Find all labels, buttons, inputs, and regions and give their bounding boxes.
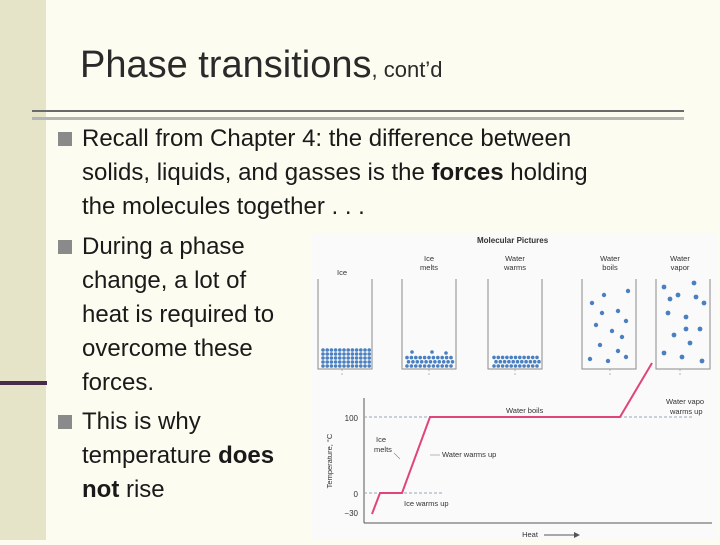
- molecule-dot: [694, 295, 699, 300]
- molecule-dot: [535, 356, 539, 360]
- molecule-dot: [420, 360, 424, 364]
- molecule-dot: [338, 352, 342, 356]
- beaker-label: melts: [420, 263, 438, 272]
- molecule-dot: [363, 352, 367, 356]
- y-tick-label: 100: [344, 414, 358, 423]
- bullet-line: During a phase: [82, 233, 245, 260]
- bold-emphasis: forces: [431, 159, 504, 186]
- molecule-dot: [662, 285, 667, 290]
- molecule-dot: [676, 293, 681, 298]
- molecule-dot: [334, 364, 338, 368]
- molecule-dot: [423, 356, 427, 360]
- molecule-dot: [330, 352, 334, 356]
- molecule-dot: [355, 352, 359, 356]
- molecule-dot: [359, 360, 363, 364]
- molecule-dot: [624, 355, 628, 359]
- molecule-dot: [600, 311, 604, 315]
- molecule-dot: [405, 356, 409, 360]
- molecule-dot: [355, 364, 359, 368]
- molecule-dot: [616, 309, 620, 313]
- molecule-dot: [451, 360, 455, 364]
- molecule-dot: [351, 360, 355, 364]
- molecule-dot: [522, 356, 526, 360]
- water-warms-up-label: Water warms up: [442, 450, 497, 459]
- molecule-dot: [514, 356, 518, 360]
- figure-heading: Molecular Pictures: [477, 236, 549, 245]
- water-vapor-label: Water vapo: [666, 397, 705, 406]
- molecule-dot: [342, 360, 346, 364]
- molecule-dot: [342, 348, 346, 352]
- molecule-dot: [418, 356, 422, 360]
- molecule-dot: [418, 364, 422, 368]
- molecule-dot: [424, 360, 428, 364]
- molecule-dot: [363, 348, 367, 352]
- bullet-line: not rise: [82, 476, 165, 503]
- phase-change-diagram: [312, 233, 718, 540]
- beaker: [402, 279, 456, 369]
- molecule-dot: [700, 359, 705, 364]
- molecule-dot: [351, 364, 355, 368]
- molecule-dot: [509, 356, 513, 360]
- molecule-dot: [330, 348, 334, 352]
- molecule-dot: [363, 364, 367, 368]
- molecule-dot: [325, 364, 329, 368]
- side-accent-rule: [0, 381, 47, 385]
- molecule-dot: [680, 355, 685, 360]
- molecule-dot: [522, 364, 526, 368]
- beaker-label: Ice: [336, 268, 348, 277]
- molecule-dot: [698, 327, 703, 332]
- molecule-dot: [624, 319, 628, 323]
- molecule-dot: [688, 341, 693, 346]
- molecule-dot: [423, 364, 427, 368]
- beaker-label: Water: [505, 254, 525, 263]
- molecule-dot: [529, 360, 533, 364]
- molecule-dot: [342, 352, 346, 356]
- molecule-dot: [531, 364, 535, 368]
- molecule-dot: [346, 364, 350, 368]
- ice-melts-label: melts: [374, 445, 392, 454]
- molecule-dot: [444, 351, 448, 355]
- molecule-dot: [433, 360, 437, 364]
- molecule-dot: [666, 311, 671, 316]
- molecule-dot: [359, 364, 363, 368]
- bullet-marker-icon: [58, 415, 72, 429]
- molecule-dot: [626, 289, 630, 293]
- bullet-line: forces.: [82, 369, 155, 396]
- molecule-dot: [436, 364, 440, 368]
- molecule-dot: [363, 356, 367, 360]
- y-axis-label: Temperature, °C: [325, 433, 334, 489]
- molecule-dot: [436, 356, 440, 360]
- beaker: [318, 279, 372, 369]
- slide-title: [80, 44, 442, 87]
- molecule-dot: [355, 348, 359, 352]
- molecule-dot: [346, 356, 350, 360]
- heating-curve: [372, 363, 652, 514]
- molecule-dot: [338, 360, 342, 364]
- molecule-dot: [449, 364, 453, 368]
- molecule-dot: [351, 356, 355, 360]
- molecule-dot: [492, 364, 496, 368]
- molecule-dot: [692, 281, 697, 286]
- molecule-dot: [355, 356, 359, 360]
- molecule-dot: [429, 360, 433, 364]
- molecule-dot: [407, 360, 411, 364]
- molecule-dot: [427, 364, 431, 368]
- molecule-dot: [518, 364, 522, 368]
- molecule-dot: [438, 360, 442, 364]
- molecule-dot: [499, 360, 503, 364]
- molecule-dot: [334, 356, 338, 360]
- water-vapor-label: warms up: [670, 407, 703, 416]
- molecule-dot: [342, 364, 346, 368]
- molecule-dot: [355, 360, 359, 364]
- molecule-dot: [321, 364, 325, 368]
- molecule-dot: [442, 360, 446, 364]
- molecule-dot: [334, 348, 338, 352]
- molecule-dot: [535, 364, 539, 368]
- molecule-dot: [411, 360, 415, 364]
- molecule-dot: [321, 348, 325, 352]
- molecule-dot: [668, 297, 673, 302]
- molecule-dot: [325, 352, 329, 356]
- molecule-dot: [537, 360, 541, 364]
- molecule-dot: [351, 352, 355, 356]
- y-tick-label: 0: [353, 490, 358, 499]
- molecule-dot: [359, 356, 363, 360]
- phase-change-figure: [312, 233, 718, 540]
- beaker-label: Water: [600, 254, 620, 263]
- molecule-dot: [325, 360, 329, 364]
- molecule-dot: [410, 364, 414, 368]
- molecule-dot: [616, 349, 620, 353]
- molecule-dot: [527, 364, 531, 368]
- molecule-dot: [590, 301, 594, 305]
- molecule-dot: [414, 364, 418, 368]
- molecule-dot: [501, 356, 505, 360]
- molecule-dot: [367, 348, 371, 352]
- molecule-dot: [330, 364, 334, 368]
- bullet-marker-icon: [58, 240, 72, 254]
- beaker-label: vapor: [670, 263, 690, 272]
- molecule-dot: [505, 356, 509, 360]
- bullet-line: This is why: [82, 408, 201, 435]
- molecule-dot: [330, 360, 334, 364]
- molecule-dot: [414, 356, 418, 360]
- molecule-dot: [325, 356, 329, 360]
- molecule-dot: [446, 360, 450, 364]
- title-sub: , cont’d: [371, 57, 443, 82]
- molecule-dot: [702, 301, 707, 306]
- molecule-dot: [440, 356, 444, 360]
- molecule-dot: [524, 360, 528, 364]
- molecule-dot: [440, 364, 444, 368]
- molecule-dot: [505, 364, 509, 368]
- molecule-dot: [342, 356, 346, 360]
- molecule-dot: [518, 356, 522, 360]
- beaker-label: boils: [602, 263, 618, 272]
- molecule-dot: [321, 356, 325, 360]
- molecule-dot: [497, 356, 501, 360]
- beaker: [488, 279, 542, 369]
- heat-arrow-icon: [574, 532, 580, 538]
- bullet-line: the molecules together . . .: [82, 193, 365, 220]
- molecule-dot: [501, 364, 505, 368]
- molecule-dot: [338, 356, 342, 360]
- molecule-dot: [346, 352, 350, 356]
- molecule-dot: [405, 364, 409, 368]
- bullet-line: Recall from Chapter 4: the difference between: [82, 125, 572, 152]
- beaker-label: Water: [670, 254, 690, 263]
- molecule-dot: [509, 364, 513, 368]
- molecule-dot: [410, 356, 414, 360]
- beaker-label: warms: [503, 263, 527, 272]
- molecule-dot: [445, 364, 449, 368]
- molecule-dot: [606, 359, 610, 363]
- molecule-dot: [531, 356, 535, 360]
- molecule-dot: [363, 360, 367, 364]
- molecule-dot: [672, 333, 677, 338]
- molecule-dot: [684, 315, 689, 320]
- molecule-dot: [427, 356, 431, 360]
- molecule-dot: [325, 348, 329, 352]
- molecule-dot: [338, 364, 342, 368]
- side-decoration-bar: [0, 0, 46, 540]
- molecule-dot: [527, 356, 531, 360]
- molecule-dot: [610, 329, 614, 333]
- bullet-line: overcome these: [82, 335, 253, 362]
- molecule-dot: [334, 360, 338, 364]
- molecule-dot: [588, 357, 592, 361]
- molecule-dot: [410, 350, 414, 354]
- molecule-dot: [367, 364, 371, 368]
- molecule-dot: [367, 352, 371, 356]
- molecule-dot: [346, 360, 350, 364]
- beaker-label: Ice: [423, 254, 435, 263]
- molecule-dot: [432, 364, 436, 368]
- molecule-dot: [492, 356, 496, 360]
- bullet-line: solids, liquids, and gasses is the forces holding: [82, 159, 588, 186]
- x-axis-label: Heat: [522, 530, 538, 539]
- molecule-dot: [507, 360, 511, 364]
- molecule-dot: [516, 360, 520, 364]
- title-divider: [32, 110, 684, 112]
- bold-emphasis: does: [218, 442, 275, 469]
- molecule-dot: [598, 343, 602, 347]
- molecule-dot: [445, 356, 449, 360]
- title-main: Phase transitions: [80, 44, 372, 86]
- molecule-dot: [321, 352, 325, 356]
- molecule-dot: [330, 356, 334, 360]
- ice-warms-up-label: Ice warms up: [404, 499, 449, 508]
- molecule-dot: [351, 348, 355, 352]
- molecule-dot: [432, 356, 436, 360]
- molecule-dot: [367, 356, 371, 360]
- molecule-dot: [511, 360, 515, 364]
- bullet-line: heat is required to: [82, 301, 275, 328]
- molecule-dot: [520, 360, 524, 364]
- molecule-dot: [334, 352, 338, 356]
- molecule-dot: [346, 348, 350, 352]
- molecule-dot: [321, 360, 325, 364]
- molecule-dot: [514, 364, 518, 368]
- title-divider-shadow: [32, 117, 684, 120]
- molecule-dot: [416, 360, 420, 364]
- molecule-dot: [449, 356, 453, 360]
- bold-emphasis: not: [82, 476, 120, 503]
- molecule-dot: [497, 364, 501, 368]
- water-boils-label: Water boils: [506, 406, 544, 415]
- molecule-dot: [359, 348, 363, 352]
- molecule-dot: [338, 348, 342, 352]
- ice-melts-pointer: [394, 453, 400, 459]
- molecule-dot: [684, 327, 689, 332]
- molecule-dot: [367, 360, 371, 364]
- molecule-dot: [533, 360, 537, 364]
- molecule-dot: [662, 351, 667, 356]
- bullet-line: temperature does: [82, 442, 275, 469]
- ice-melts-label: Ice: [376, 435, 387, 444]
- molecule-dot: [620, 335, 624, 339]
- molecule-dot: [359, 352, 363, 356]
- molecule-dot: [494, 360, 498, 364]
- molecule-dot: [503, 360, 507, 364]
- bullet-line: change, a lot of: [82, 267, 247, 294]
- bullet-marker-icon: [58, 132, 72, 146]
- molecule-dot: [594, 323, 598, 327]
- y-tick-label: −30: [344, 509, 358, 518]
- molecule-dot: [602, 293, 606, 297]
- molecule-dot: [430, 350, 434, 354]
